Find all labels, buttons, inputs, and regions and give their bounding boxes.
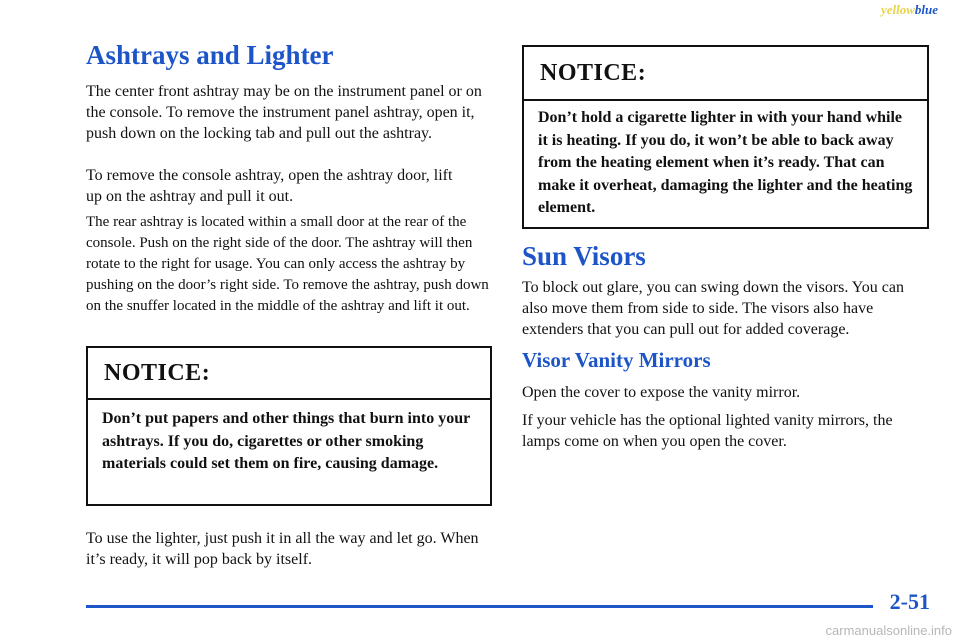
notice-title: NOTICE: xyxy=(540,60,647,86)
watermark: carmanualsonline.info xyxy=(825,623,952,638)
paragraph-rear-ashtray: The rear ashtray is located within a small door at the rear of the console. Push on the right side of the door. The ashtray will then rotate to the right for usage. You can only access the ashtray by pushing on the door’s right side. To remove the ashtray, push down on the snuffer located in the middle of the ashtray and lift it out. xyxy=(86,214,489,314)
page-number: 2-51 xyxy=(889,589,930,614)
notice-header xyxy=(524,47,927,101)
notice-box-lighter xyxy=(522,45,929,229)
header-tag xyxy=(881,2,938,18)
header-tag-yellow: yellow xyxy=(880,2,915,17)
paragraph-lighted-mirrors: If your vehicle has the optional lighted vanity mirrors, the lamps come on when you open the cover. xyxy=(522,412,893,450)
paragraph-sun-visors: To block out glare, you can swing down the visors. You can also move them from side to side. The visors also have extenders that you can pull out for added coverage. xyxy=(522,279,904,338)
paragraph-console-ashtray: To remove the console ashtray, open the ashtray door, lift up on the ashtray and pull it out. xyxy=(86,167,453,205)
notice-box-ashtray xyxy=(86,346,492,506)
footer-rule xyxy=(86,605,873,608)
paragraph-vanity-mirror: Open the cover to expose the vanity mirror. xyxy=(522,384,801,401)
header-tag-blue: blue xyxy=(914,2,938,17)
section-title-ashtrays: Ashtrays and Lighter xyxy=(86,40,334,70)
paragraph-front-ashtray: The center front ashtray may be on the instrument panel or on the console. To remove the instrument panel ashtray, open it, push down on the locking tab and pull out the ashtray. xyxy=(86,83,482,142)
section-title-sun-visors: Sun Visors xyxy=(522,241,646,271)
notice-body: Don’t hold a cigarette lighter in with your hand while it is heating. If you do, it won’t be able to back away from the heating element when it’s ready. That can make it overheat, damaging the lighter and the heating element. xyxy=(538,109,913,216)
paragraph-lighter-use: To use the lighter, just push it in all the way and let go. When it’s ready, it will pop back by itself. xyxy=(86,530,479,568)
notice-title: NOTICE: xyxy=(104,360,211,386)
subsection-title-vanity-mirrors: Visor Vanity Mirrors xyxy=(522,348,711,372)
notice-body: Don’t put papers and other things that burn into your ashtrays. If you do, cigarettes or other smoking materials could set them on fire, causing damage. xyxy=(102,410,470,472)
notice-header xyxy=(88,348,490,400)
